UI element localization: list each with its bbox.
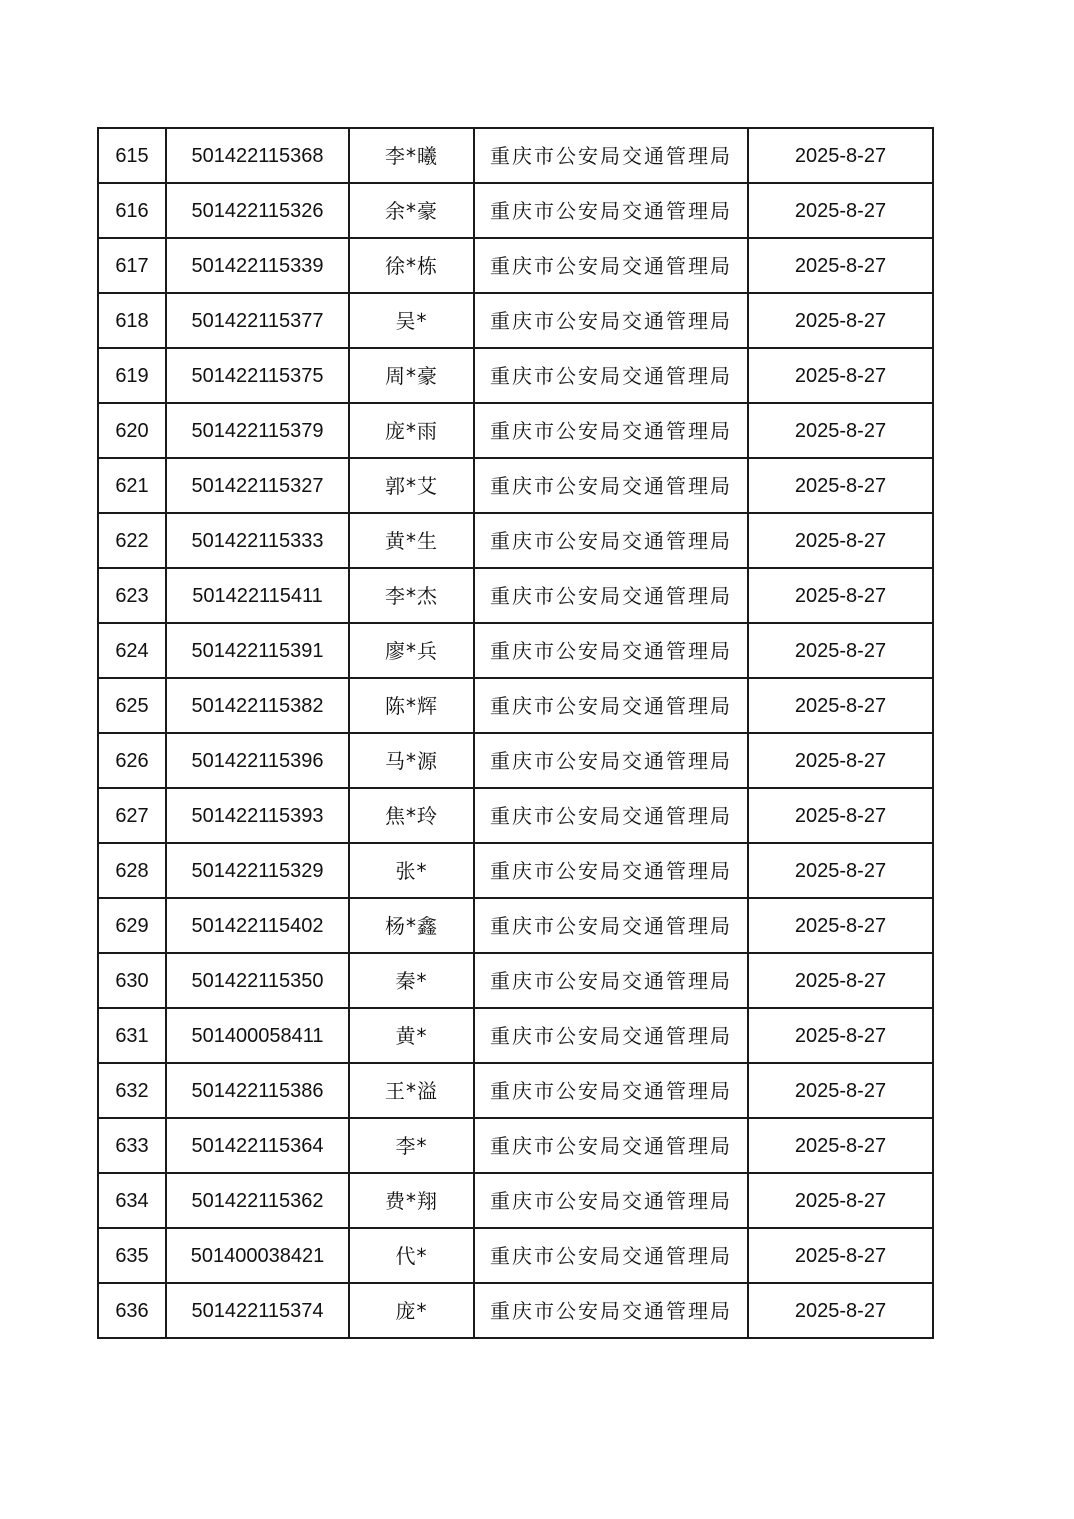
issuing-agency-cell: 重庆市公安局交通管理局 bbox=[474, 403, 748, 458]
issuing-agency-cell: 重庆市公安局交通管理局 bbox=[474, 348, 748, 403]
license-number-cell: 501422115374 bbox=[166, 1283, 349, 1338]
row-index-cell: 618 bbox=[98, 293, 166, 348]
person-name-cell: 黄*生 bbox=[349, 513, 474, 568]
row-index-cell: 628 bbox=[98, 843, 166, 898]
row-index-cell: 626 bbox=[98, 733, 166, 788]
license-number-cell: 501422115327 bbox=[166, 458, 349, 513]
table-row bbox=[98, 1008, 933, 1063]
issuing-agency-cell: 重庆市公安局交通管理局 bbox=[474, 1063, 748, 1118]
person-name-cell: 秦* bbox=[349, 953, 474, 1008]
issuing-agency-cell: 重庆市公安局交通管理局 bbox=[474, 843, 748, 898]
issuing-agency-cell: 重庆市公安局交通管理局 bbox=[474, 238, 748, 293]
row-index-cell: 631 bbox=[98, 1008, 166, 1063]
records-table-body bbox=[98, 128, 933, 1338]
issuing-agency-cell: 重庆市公安局交通管理局 bbox=[474, 898, 748, 953]
license-number-cell: 501422115333 bbox=[166, 513, 349, 568]
person-name-cell: 黄* bbox=[349, 1008, 474, 1063]
person-name-cell: 庞*雨 bbox=[349, 403, 474, 458]
person-name-cell: 张* bbox=[349, 843, 474, 898]
row-index-cell: 636 bbox=[98, 1283, 166, 1338]
row-index-cell: 630 bbox=[98, 953, 166, 1008]
table-row bbox=[98, 1173, 933, 1228]
issuing-agency-cell: 重庆市公安局交通管理局 bbox=[474, 733, 748, 788]
issuing-agency-cell: 重庆市公安局交通管理局 bbox=[474, 183, 748, 238]
table-row bbox=[98, 458, 933, 513]
license-number-cell: 501422115368 bbox=[166, 128, 349, 183]
issuing-agency-cell: 重庆市公安局交通管理局 bbox=[474, 513, 748, 568]
issue-date-cell: 2025-8-27 bbox=[748, 953, 933, 1008]
issue-date-cell: 2025-8-27 bbox=[748, 458, 933, 513]
issue-date-cell: 2025-8-27 bbox=[748, 898, 933, 953]
license-number-cell: 501400058411 bbox=[166, 1008, 349, 1063]
table-row bbox=[98, 513, 933, 568]
table-row bbox=[98, 238, 933, 293]
table-row bbox=[98, 568, 933, 623]
license-number-cell: 501422115379 bbox=[166, 403, 349, 458]
person-name-cell: 马*源 bbox=[349, 733, 474, 788]
row-index-cell: 627 bbox=[98, 788, 166, 843]
row-index-cell: 625 bbox=[98, 678, 166, 733]
license-number-cell: 501422115326 bbox=[166, 183, 349, 238]
issue-date-cell: 2025-8-27 bbox=[748, 238, 933, 293]
issue-date-cell: 2025-8-27 bbox=[748, 128, 933, 183]
license-number-cell: 501422115339 bbox=[166, 238, 349, 293]
table-row bbox=[98, 953, 933, 1008]
table-row bbox=[98, 293, 933, 348]
license-number-cell: 501422115386 bbox=[166, 1063, 349, 1118]
person-name-cell: 陈*辉 bbox=[349, 678, 474, 733]
row-index-cell: 623 bbox=[98, 568, 166, 623]
person-name-cell: 代* bbox=[349, 1228, 474, 1283]
table-row bbox=[98, 898, 933, 953]
issue-date-cell: 2025-8-27 bbox=[748, 1063, 933, 1118]
license-number-cell: 501400038421 bbox=[166, 1228, 349, 1283]
issue-date-cell: 2025-8-27 bbox=[748, 293, 933, 348]
table-row bbox=[98, 1283, 933, 1338]
row-index-cell: 617 bbox=[98, 238, 166, 293]
issue-date-cell: 2025-8-27 bbox=[748, 1008, 933, 1063]
issuing-agency-cell: 重庆市公安局交通管理局 bbox=[474, 678, 748, 733]
issuing-agency-cell: 重庆市公安局交通管理局 bbox=[474, 623, 748, 678]
row-index-cell: 634 bbox=[98, 1173, 166, 1228]
license-number-cell: 501422115377 bbox=[166, 293, 349, 348]
person-name-cell: 余*豪 bbox=[349, 183, 474, 238]
issue-date-cell: 2025-8-27 bbox=[748, 1118, 933, 1173]
person-name-cell: 李*曦 bbox=[349, 128, 474, 183]
license-number-cell: 501422115391 bbox=[166, 623, 349, 678]
row-index-cell: 635 bbox=[98, 1228, 166, 1283]
person-name-cell: 李*杰 bbox=[349, 568, 474, 623]
license-number-cell: 501422115402 bbox=[166, 898, 349, 953]
license-number-cell: 501422115350 bbox=[166, 953, 349, 1008]
person-name-cell: 徐*栋 bbox=[349, 238, 474, 293]
issue-date-cell: 2025-8-27 bbox=[748, 843, 933, 898]
license-number-cell: 501422115362 bbox=[166, 1173, 349, 1228]
person-name-cell: 吴* bbox=[349, 293, 474, 348]
row-index-cell: 633 bbox=[98, 1118, 166, 1173]
issue-date-cell: 2025-8-27 bbox=[748, 513, 933, 568]
issue-date-cell: 2025-8-27 bbox=[748, 183, 933, 238]
row-index-cell: 629 bbox=[98, 898, 166, 953]
person-name-cell: 庞* bbox=[349, 1283, 474, 1338]
issuing-agency-cell: 重庆市公安局交通管理局 bbox=[474, 1228, 748, 1283]
issuing-agency-cell: 重庆市公安局交通管理局 bbox=[474, 1283, 748, 1338]
person-name-cell: 杨*鑫 bbox=[349, 898, 474, 953]
person-name-cell: 费*翔 bbox=[349, 1173, 474, 1228]
table-row bbox=[98, 1228, 933, 1283]
table-row bbox=[98, 183, 933, 238]
table-row bbox=[98, 348, 933, 403]
issuing-agency-cell: 重庆市公安局交通管理局 bbox=[474, 293, 748, 348]
records-table bbox=[97, 127, 934, 1339]
person-name-cell: 廖*兵 bbox=[349, 623, 474, 678]
table-row bbox=[98, 1118, 933, 1173]
license-number-cell: 501422115411 bbox=[166, 568, 349, 623]
issue-date-cell: 2025-8-27 bbox=[748, 403, 933, 458]
license-number-cell: 501422115393 bbox=[166, 788, 349, 843]
row-index-cell: 621 bbox=[98, 458, 166, 513]
person-name-cell: 焦*玲 bbox=[349, 788, 474, 843]
table-row bbox=[98, 678, 933, 733]
issuing-agency-cell: 重庆市公安局交通管理局 bbox=[474, 788, 748, 843]
issuing-agency-cell: 重庆市公安局交通管理局 bbox=[474, 953, 748, 1008]
person-name-cell: 郭*艾 bbox=[349, 458, 474, 513]
issuing-agency-cell: 重庆市公安局交通管理局 bbox=[474, 1173, 748, 1228]
issue-date-cell: 2025-8-27 bbox=[748, 788, 933, 843]
issue-date-cell: 2025-8-27 bbox=[748, 1283, 933, 1338]
person-name-cell: 王*溢 bbox=[349, 1063, 474, 1118]
issue-date-cell: 2025-8-27 bbox=[748, 733, 933, 788]
row-index-cell: 619 bbox=[98, 348, 166, 403]
issuing-agency-cell: 重庆市公安局交通管理局 bbox=[474, 128, 748, 183]
row-index-cell: 615 bbox=[98, 128, 166, 183]
row-index-cell: 620 bbox=[98, 403, 166, 458]
issuing-agency-cell: 重庆市公安局交通管理局 bbox=[474, 458, 748, 513]
license-number-cell: 501422115382 bbox=[166, 678, 349, 733]
issue-date-cell: 2025-8-27 bbox=[748, 678, 933, 733]
issuing-agency-cell: 重庆市公安局交通管理局 bbox=[474, 568, 748, 623]
license-number-cell: 501422115396 bbox=[166, 733, 349, 788]
license-number-cell: 501422115375 bbox=[166, 348, 349, 403]
issue-date-cell: 2025-8-27 bbox=[748, 348, 933, 403]
issue-date-cell: 2025-8-27 bbox=[748, 623, 933, 678]
issuing-agency-cell: 重庆市公安局交通管理局 bbox=[474, 1008, 748, 1063]
person-name-cell: 李* bbox=[349, 1118, 474, 1173]
person-name-cell: 周*豪 bbox=[349, 348, 474, 403]
issue-date-cell: 2025-8-27 bbox=[748, 568, 933, 623]
table-row bbox=[98, 403, 933, 458]
table-row bbox=[98, 1063, 933, 1118]
license-number-cell: 501422115364 bbox=[166, 1118, 349, 1173]
table-row bbox=[98, 128, 933, 183]
row-index-cell: 632 bbox=[98, 1063, 166, 1118]
table-row bbox=[98, 623, 933, 678]
table-row bbox=[98, 843, 933, 898]
table-row bbox=[98, 788, 933, 843]
issue-date-cell: 2025-8-27 bbox=[748, 1173, 933, 1228]
row-index-cell: 622 bbox=[98, 513, 166, 568]
row-index-cell: 616 bbox=[98, 183, 166, 238]
issue-date-cell: 2025-8-27 bbox=[748, 1228, 933, 1283]
row-index-cell: 624 bbox=[98, 623, 166, 678]
table-row bbox=[98, 733, 933, 788]
license-number-cell: 501422115329 bbox=[166, 843, 349, 898]
issuing-agency-cell: 重庆市公安局交通管理局 bbox=[474, 1118, 748, 1173]
